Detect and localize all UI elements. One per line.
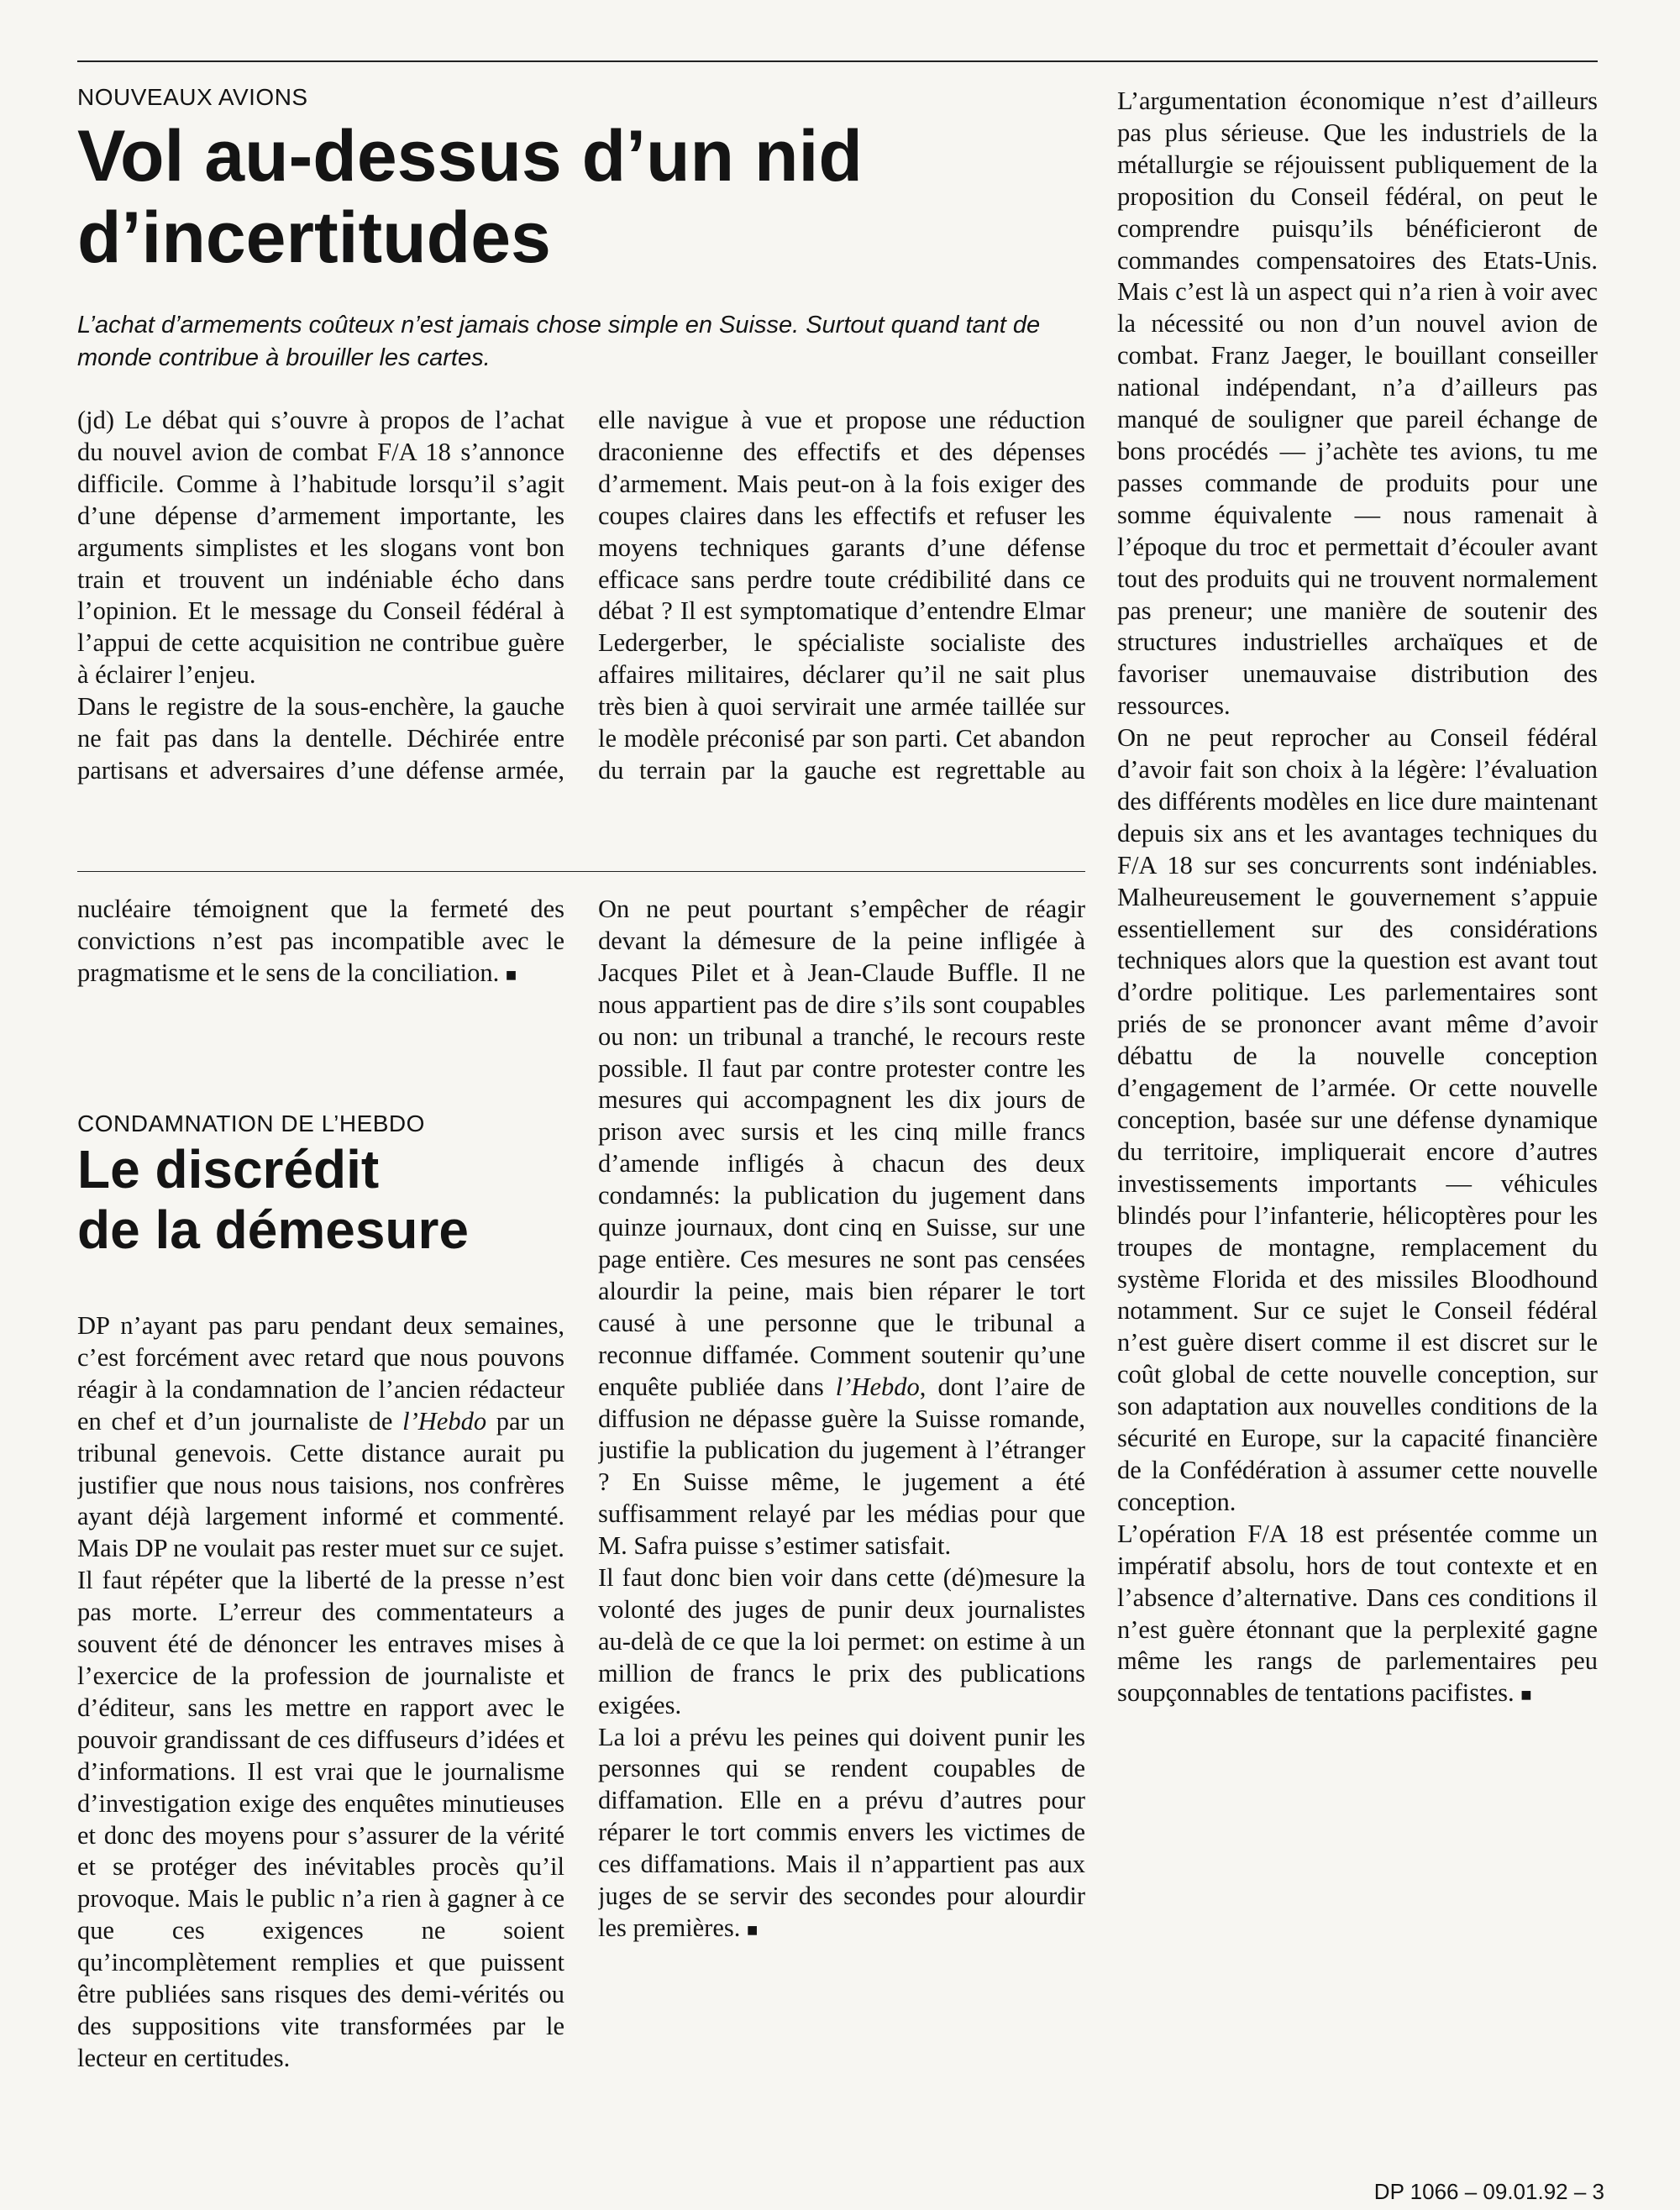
end-mark-icon: ■ [747, 1919, 759, 1940]
article1-kicker: NOUVEAUX AVIONS [77, 84, 308, 110]
article2-paragraph-3-b: , dont l’aire de diffusion ne dépasse guère la Suisse romande, justifie la publication du jugement à l’étranger ? En Suisse même, le jugement a été suffisamment relayé par les médias pour que M. Safra puisse s’estimer satisfait. [598, 1372, 1085, 1561]
article1-paragraph-2: Dans le registre de la sous-enchère, la gauche ne fait pas dans la dentelle. Déchirée entre partisans et adversaires d’une défense armée, elle navigue à vue et propose une réduction draconienne des effectifs et des dépenses d’armement. Mais peut-on à la fois exiger des coupes claires dans les effectifs et refuser les moyens techniques garants d’une défense efficace sans perdre toute crédibilité dans ce débat ? Il est symptomatique d’entendre Elmar Ledergerber, le spécialiste socialiste des affaires militaires, déclarer qu’il ne sait plus très bien à quoi servirait une armée taillée sur le modèle préconisé par son parti. Cet abandon du terrain par la gauche est regrettable au [77, 406, 1085, 785]
article1-title [77, 116, 1085, 279]
article2-title-line2: de la démesure [77, 1199, 469, 1261]
article2-paragraph-1-a: DP n’ayant pas paru pendant deux semaines, c’est forcément avec retard que nous pouvons réagir à la condamnation de l’ancien rédacteur en chef et d’un journaliste de [77, 1311, 564, 1436]
article1-title-line2: d’incertitudes [77, 197, 551, 279]
publication-name: l’Hebdo [402, 1406, 487, 1436]
article2-paragraph-4: Il faut donc bien voir dans cette (dé)mesure la volonté des juges de punir deux journalistes au-delà de ce que la loi permet: on estime à un million de francs le prix des publications exigées. [598, 1563, 1085, 1719]
section-divider-rule [77, 871, 1085, 872]
article2-paragraph-5-text: La loi a prévu les peines qui doivent punir les personnes qui se rendent coupables de diffamation. Elle en a prévu d’autres pour réparer le tort commis envers les victimes de ces diffamations. Mais il n’appartient pas aux juges de se servir des secondes pour alourdir les premières. [598, 1722, 1085, 1942]
article2-paragraph-2: Il faut répéter que la liberté de la presse n’est pas morte. L’erreur des commentateurs a souvent été de dénoncer les entraves mises à l’exercice de la profession de journaliste et d’éditeur, sans les mettre en rapport avec le pouvoir grandissant de ces diffuseurs d’idées et d’informations. Il est vrai que le journalisme d’investigation exige des enquêtes minutieuses et donc des moyens pour s’assurer de la vérité et se protéger des inévitables procès qu’il provoque. Mais le public n’a rien à gagner à ce que ces exigences ne soient qu’incomplètement remplies et que puissent être publiées sans risques des demi-vérités ou des suppositions vite transformées par le lecteur en certitudes. [77, 1566, 564, 2072]
end-mark-icon: ■ [505, 963, 517, 985]
article1-paragraph-5-text: L’opération F/A 18 est présentée comme un impératif absolu, hors de tout contexte et en l’absence d’alternative. Dans ces conditions il n’est guère étonnant que la perplexité gagne même les rangs de parlementaires peu soupçonnables de tentations pacifistes. [1117, 1519, 1598, 1708]
article2-paragraph-1 [77, 1310, 564, 1565]
article2-body-col2 [598, 894, 1085, 2150]
article1-paragraph-5 [1117, 1519, 1598, 1711]
article1-body-col3 [1117, 86, 1598, 2144]
article1-paragraph-3: L’argumentation économique n’est d’ailleurs pas plus sérieuse. Que les industriels de la métallurgie se réjouissent publiquement de la proposition du Conseil fédéral, on peut le comprendre puisqu’ils bénéficieront de commandes compensatoires des Etats-Unis. Mais c’est là un aspect qui n’a rien à voir avec la nécessité ou non d’un nouvel avion de combat. Franz Jaeger, le bouillant conseiller national indépendant, n’a d’ailleurs pas manqué de souligner que pareil échange de bons procédés — j’achète tes avions, tu me passes commande de produits pour une somme équivalente — nous ramenait à l’époque du troc et permettait d’écouler avant tout des produits qui ne trouvent normalement pas preneur; une manière de soutenir des structures industrielles archaïques et de favoriser unemauvaise distribution des ressources. [1117, 87, 1598, 721]
continuation-text: nucléaire témoignent que la fermeté des convictions n’est pas incompatible avec le pragmatisme et le sens de la conciliation. [77, 895, 564, 987]
article1-title-line1: Vol au-dessus d’un nid [77, 116, 863, 197]
article2-paragraph-5 [598, 1722, 1085, 1946]
article1-paragraph-1: (jd) Le débat qui s’ouvre à propos de l’achat du nouvel avion de combat F/A 18 s’annonce difficile. Comme à l’habitude lorsqu’il s’agit d’une dépense d’armement importante, les arguments simplistes et les slogans vont bon train et trouvent un indéniable écho dans l’opinion. Et le message du Conseil fédéral à l’appui de cette acquisition ne contribue guère à éclairer l’enjeu. [77, 406, 564, 690]
article2-paragraph-3-a: On ne peut pourtant s’empêcher de réagir devant la démesure de la peine infligée à Jacques Pilet et à Jean-Claude Buffle. Il ne nous appartient pas de dire s’ils sont coupables ou non: un tribunal a tranché, le recours reste possible. Il faut par contre protester contre les mesures qui accompagnent les dix jours de prison avec sursis et les cinq mille francs d’amende infligés à chacun des deux condamnés: la publication du jugement dans quinze journaux, dont cinq en Suisse, sur une page entière. Ces mesures ne sont pas censées alourdir la peine, mais bien réparer le tort causé à une personne que le tribunal a reconnue diffamée. Comment soutenir qu’une enquête publiée dans [598, 895, 1085, 1401]
article1-body-cols12 [77, 405, 1085, 800]
end-mark-icon: ■ [1520, 1684, 1532, 1706]
article2-body-col1 [77, 1310, 564, 2150]
article1-paragraph-4: On ne peut reprocher au Conseil fédéral d’avoir fait son choix à la légère: l’évaluation des différents modèles en lice dure maintenant depuis six ans et les avantages techniques du F/A 18 sur ses concurrents sont indéniables. Malheureusement le gouvernement s’appuie essentiellement sur des considérations techniques alors que la question est avant tout d’ordre politique. Les parlementaires sont priés de se prononcer avant même d’avoir débattu de la nouvelle conception d’engagement de l’armée. Or cette nouvelle conception, basée sur une défense dynamique du territoire, impliquerait encore d’autres investissements importants — véhicules blindés pour l’infanterie, hélicoptères pour les troupes de montagne, remplacement du système Florida et des missiles Bloodhound notamment. Sur ce sujet le Conseil fédéral n’est guère disert comme il est discret sur le coût global de cette nouvelle conception, sur son adaptation aux nouvelles conditions de la sécurité en Europe, sur la capacité financière de la Confédération à assumer cette nouvelle conception. [1117, 723, 1598, 1516]
article2-paragraph-1-b: par un tribunal genevois. Cette distance aurait pu justifier que nous nous taisions, nos confrères ayant déjà largement informé et commenté. Mais DP ne voulait pas rester muet sur ce sujet. [77, 1406, 564, 1563]
article1-lead: L’achat d’armements coûteux n’est jamais chose simple en Suisse. Surtout quand tant de monde contribue à brouiller les cartes. [77, 312, 1041, 372]
page-folio: DP 1066 – 09.01.92 – 3 [1373, 2179, 1604, 2204]
article2-title-line1: Le discrédit [77, 1139, 380, 1199]
article2-kicker: CONDAMNATION DE L’HEBDO [77, 1110, 425, 1136]
article2-paragraph-3 [598, 894, 1085, 1562]
top-rule [77, 60, 1598, 62]
publication-name: l’Hebdo [835, 1372, 920, 1401]
article2-title [77, 1139, 564, 1261]
continuation-block [77, 894, 564, 1028]
